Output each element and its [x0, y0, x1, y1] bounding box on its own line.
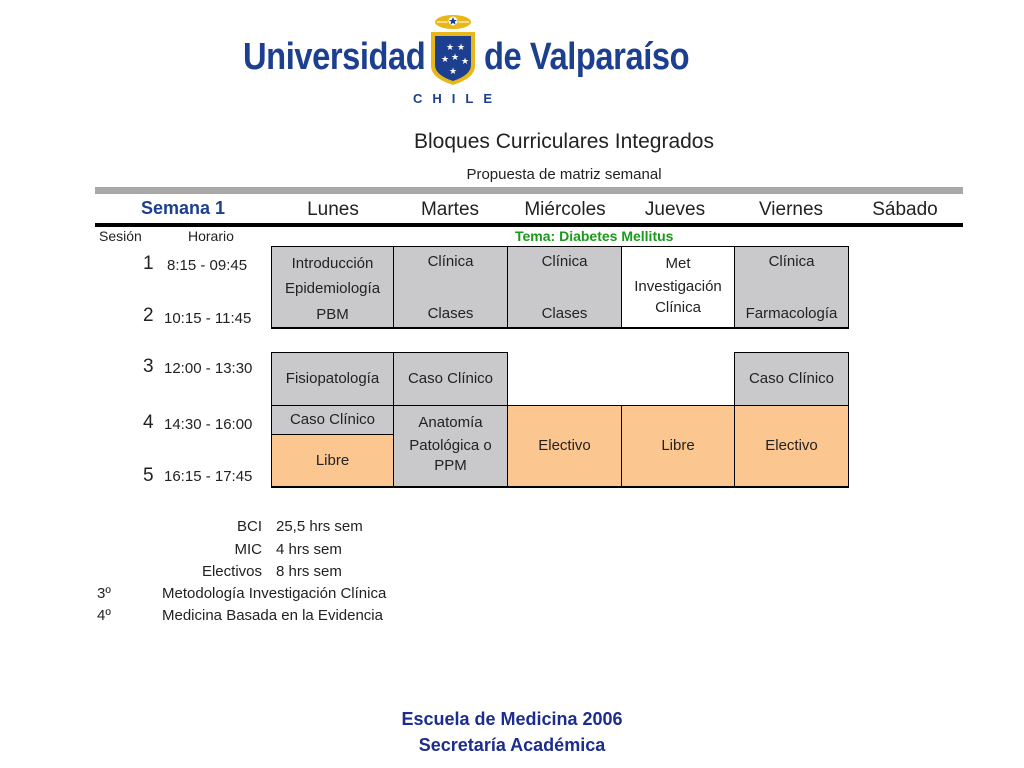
grid-line — [848, 246, 849, 328]
cell-text: Libre — [661, 437, 695, 454]
cell-tuesday-1-2 — [394, 246, 507, 328]
footer-school: Escuela de Medicina 2006 — [401, 709, 623, 729]
cell-text: PPM — [434, 457, 467, 474]
grid-line — [621, 405, 622, 487]
day-wednesday: Miércoles — [524, 199, 606, 220]
cell-friday-4-5 — [735, 406, 848, 487]
cell-text: Epidemiología — [284, 280, 381, 297]
cell-tuesday-4-5 — [394, 406, 507, 487]
grid-line — [507, 352, 508, 487]
cell-text: Clínica — [541, 253, 588, 270]
note-text: Metodología Investigación Clínica — [162, 585, 387, 602]
grid-line — [507, 246, 508, 328]
summary-value: 4 hrs sem — [276, 541, 342, 558]
grid-line — [271, 246, 849, 247]
cell-text: Caso Clínico — [407, 370, 494, 387]
svg-text:★: ★ — [449, 67, 458, 77]
session-time: 16:15 - 17:45 — [164, 468, 253, 485]
svg-text:★: ★ — [451, 53, 460, 63]
session-number: 1 — [143, 253, 154, 274]
header-top-bar — [95, 187, 963, 194]
grid-line — [734, 352, 849, 353]
col-time-header: Horario — [188, 228, 234, 244]
grid-line — [734, 352, 735, 487]
logo-right-word: de Valparaíso — [484, 36, 690, 78]
cell-text: Fisiopatología — [285, 370, 380, 387]
cell-wednesday-1-2 — [508, 246, 621, 328]
week-label: Semana 1 — [140, 198, 226, 218]
day-monday: Lunes — [307, 199, 359, 220]
note-number: 3º — [97, 585, 111, 602]
logo-left-word: Universidad — [243, 36, 426, 78]
logo-country: CHILE — [413, 91, 502, 106]
session-number: 5 — [143, 465, 154, 486]
svg-text:★: ★ — [457, 43, 466, 53]
page-subtitle: Propuesta de matriz semanal — [466, 166, 662, 183]
cell-text: Clínica — [427, 253, 474, 270]
header-bottom-bar — [95, 223, 963, 227]
cell-text: Clases — [427, 305, 474, 322]
summary-value: 25,5 hrs sem — [276, 518, 363, 535]
cell-wednesday-4-5 — [508, 406, 621, 487]
cell-thursday-1-2 — [622, 246, 734, 328]
cell-text: Electivo — [538, 437, 591, 454]
session-number: 2 — [143, 305, 154, 326]
note-number: 4º — [97, 607, 111, 624]
grid-line — [271, 434, 394, 435]
cell-text: Investigación — [634, 278, 722, 295]
day-thursday: Jueves — [644, 199, 706, 220]
cell-tuesday-3 — [394, 353, 507, 405]
day-tuesday: Martes — [420, 199, 480, 220]
cell-text: Introducción — [291, 255, 374, 272]
cell-monday-5 — [272, 435, 393, 487]
summary-value: 8 hrs sem — [276, 563, 342, 580]
grid-line — [848, 352, 849, 487]
cell-text: Clínica — [768, 253, 815, 270]
note-text: Medicina Basada en la Evidencia — [162, 607, 383, 624]
theme-label: Tema: Diabetes Mellitus — [515, 228, 674, 244]
cell-text: Clases — [541, 305, 588, 322]
cell-text: Farmacología — [745, 305, 838, 322]
session-number: 4 — [143, 412, 154, 433]
session-number: 3 — [143, 356, 154, 377]
cell-text: Electivo — [765, 437, 818, 454]
grid-line — [393, 352, 394, 487]
session-time: 10:15 - 11:45 — [164, 310, 252, 327]
page-title: Bloques Curriculares Integrados — [414, 130, 714, 153]
cell-thursday-4-5 — [622, 406, 734, 487]
footer-department: Secretaría Académica — [418, 735, 606, 755]
cell-text: Libre — [315, 452, 350, 469]
summary-label: Electivos — [201, 563, 262, 580]
svg-text:★: ★ — [446, 43, 455, 53]
grid-line — [621, 246, 622, 328]
summary-label: BCI — [236, 518, 262, 535]
svg-text:★: ★ — [441, 55, 450, 65]
summary-label: MIC — [234, 541, 262, 558]
cell-text: Anatomía — [418, 414, 483, 431]
cell-text: Patológica o — [409, 437, 492, 454]
day-friday: Viernes — [758, 199, 824, 220]
cell-friday-1-2 — [735, 246, 848, 328]
cell-text: PBM — [316, 306, 349, 323]
cell-friday-3 — [735, 353, 848, 405]
grid-line — [271, 352, 272, 487]
cell-text: Clínica — [655, 299, 701, 316]
col-session-header: Sesión — [99, 228, 142, 244]
grid-line — [271, 352, 508, 353]
session-time: 14:30 - 16:00 — [164, 416, 253, 433]
grid-line — [271, 327, 849, 329]
session-time: 12:00 - 13:30 — [164, 360, 253, 377]
cell-monday-1-2 — [272, 246, 393, 328]
cell-text: Caso Clínico — [748, 370, 835, 387]
cell-monday-4 — [272, 406, 393, 434]
grid-line — [271, 246, 272, 328]
grid-line — [734, 246, 735, 328]
day-saturday: Sábado — [872, 199, 938, 220]
cell-text: Met — [665, 255, 691, 272]
grid-line — [393, 246, 394, 328]
svg-text:★: ★ — [461, 57, 470, 67]
session-time: 8:15 - 09:45 — [167, 257, 248, 274]
cell-text: Caso Clínico — [289, 411, 376, 428]
grid-line — [271, 486, 849, 488]
cell-monday-3 — [272, 353, 393, 405]
shield-crest-icon — [427, 10, 479, 86]
grid-line — [271, 405, 849, 406]
